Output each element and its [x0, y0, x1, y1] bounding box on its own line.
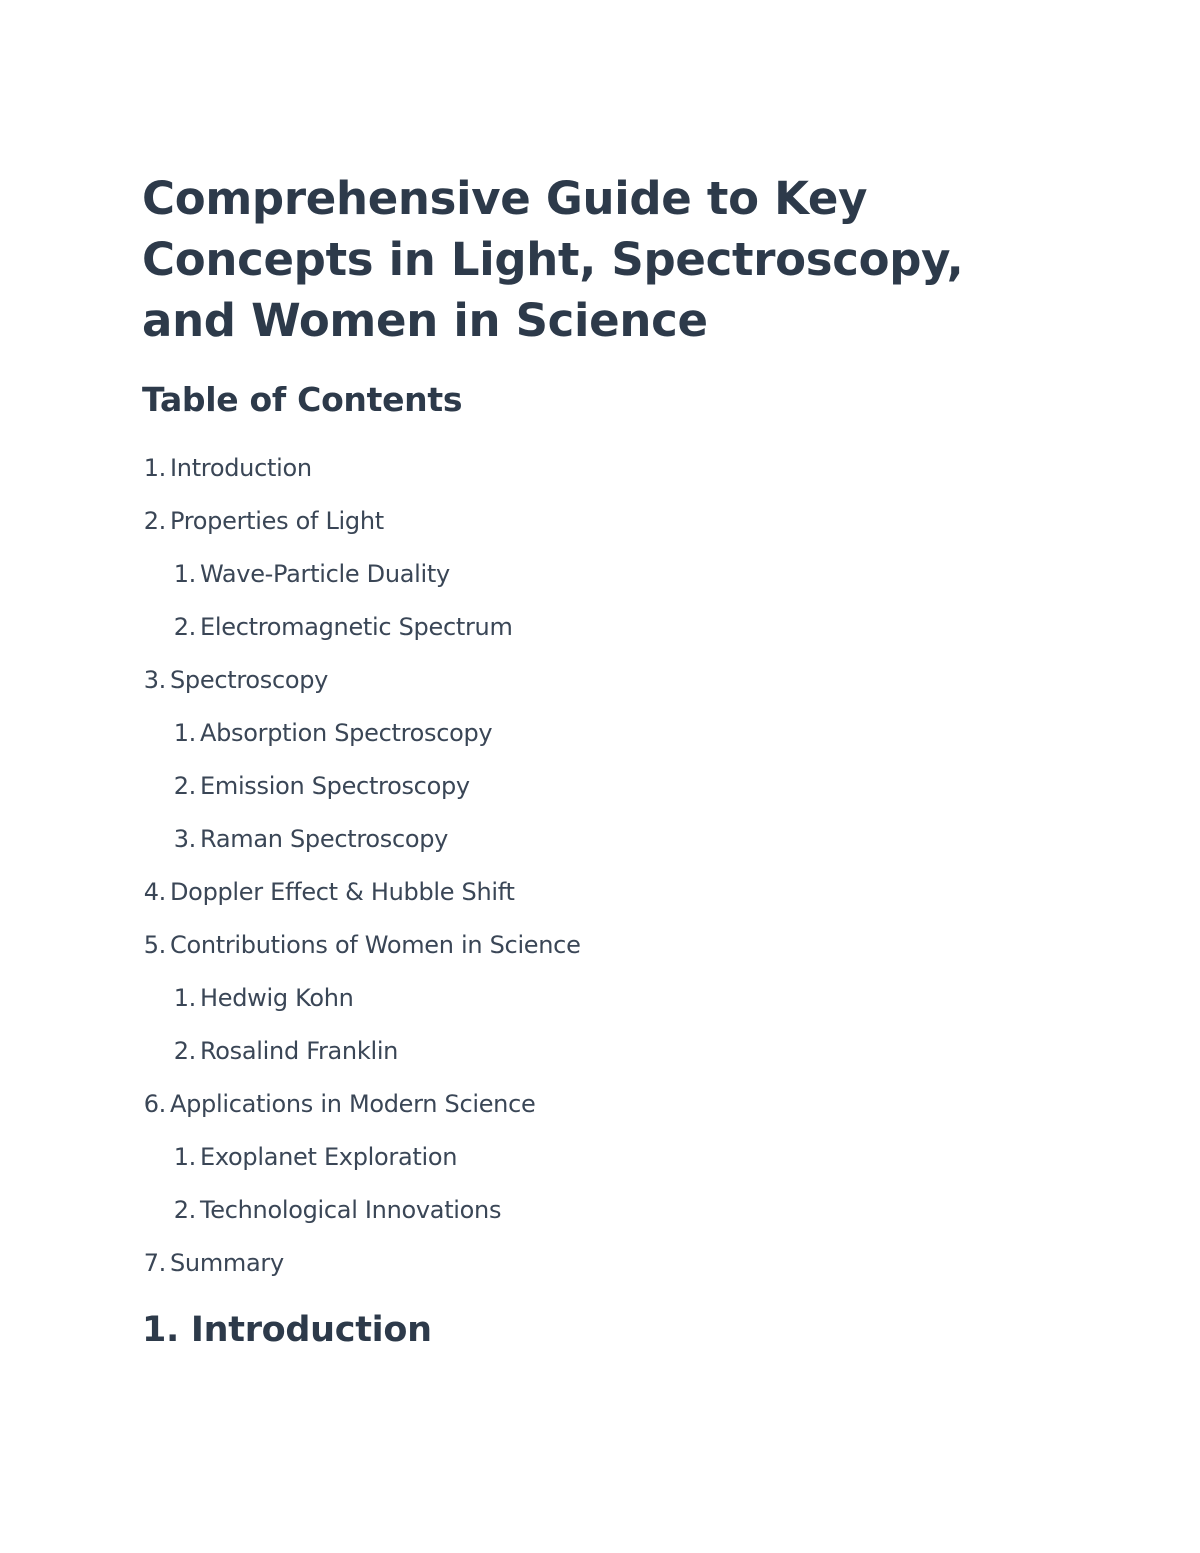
toc-item[interactable] — [142, 555, 581, 608]
toc-item-number: 3. — [143, 666, 166, 694]
toc-item-label: Spectroscopy — [170, 666, 329, 694]
toc-item[interactable] — [142, 767, 581, 820]
toc-item[interactable] — [142, 1085, 581, 1138]
toc-item-number: 3. — [173, 825, 196, 853]
toc-item-label: Contributions of Women in Science — [170, 931, 581, 959]
toc-item-number: 2. — [173, 613, 196, 641]
toc-item-label: Properties of Light — [170, 507, 384, 535]
toc-item-number: 2. — [173, 1037, 196, 1065]
toc-item-label: Electromagnetic Spectrum — [200, 613, 513, 641]
toc-item-number: 6. — [143, 1090, 166, 1118]
toc-item-label: Wave-Particle Duality — [200, 560, 450, 588]
toc-item-label: Exoplanet Exploration — [200, 1143, 458, 1171]
toc-item-number: 2. — [173, 1196, 196, 1224]
toc-item-label: Technological Innovations — [200, 1196, 502, 1224]
toc-item-label: Hedwig Kohn — [200, 984, 354, 1012]
toc-item-label: Introduction — [170, 454, 312, 482]
toc-item[interactable] — [142, 820, 581, 873]
toc-item-label: Doppler Effect & Hubble Shift — [170, 878, 515, 906]
section-heading-introduction: 1. Introduction — [142, 1310, 432, 1350]
toc-item[interactable] — [142, 1138, 581, 1191]
toc-item[interactable] — [142, 979, 581, 1032]
toc-item[interactable] — [142, 449, 581, 502]
toc-item[interactable] — [142, 608, 581, 661]
document-title: Comprehensive Guide to Key Concepts in Light, Spectroscopy, and Women in Science — [142, 172, 964, 347]
toc-item-number: 2. — [173, 772, 196, 800]
toc-item[interactable] — [142, 1191, 581, 1244]
toc-item-label: Absorption Spectroscopy — [200, 719, 493, 747]
toc-item-label: Rosalind Franklin — [200, 1037, 399, 1065]
toc-item-number: 4. — [143, 878, 166, 906]
toc-item-label: Applications in Modern Science — [170, 1090, 536, 1118]
toc-item-number: 5. — [143, 931, 166, 959]
table-of-contents — [142, 449, 581, 1297]
toc-item[interactable] — [142, 873, 581, 926]
toc-item[interactable] — [142, 661, 581, 714]
toc-item-label: Raman Spectroscopy — [200, 825, 449, 853]
toc-item-number: 1. — [173, 1143, 196, 1171]
toc-item-number: 7. — [143, 1249, 166, 1277]
toc-item[interactable] — [142, 926, 581, 979]
toc-heading: Table of Contents — [142, 380, 463, 419]
toc-item-number: 1. — [173, 719, 196, 747]
toc-item-label: Summary — [170, 1249, 284, 1277]
toc-item[interactable] — [142, 1032, 581, 1085]
toc-item-number: 1. — [143, 454, 166, 482]
toc-item-number: 1. — [173, 984, 196, 1012]
toc-item-label: Emission Spectroscopy — [200, 772, 470, 800]
toc-item-number: 2. — [143, 507, 166, 535]
toc-item[interactable] — [142, 714, 581, 767]
toc-item-number: 1. — [173, 560, 196, 588]
toc-item[interactable] — [142, 1244, 581, 1297]
toc-item[interactable] — [142, 502, 581, 555]
